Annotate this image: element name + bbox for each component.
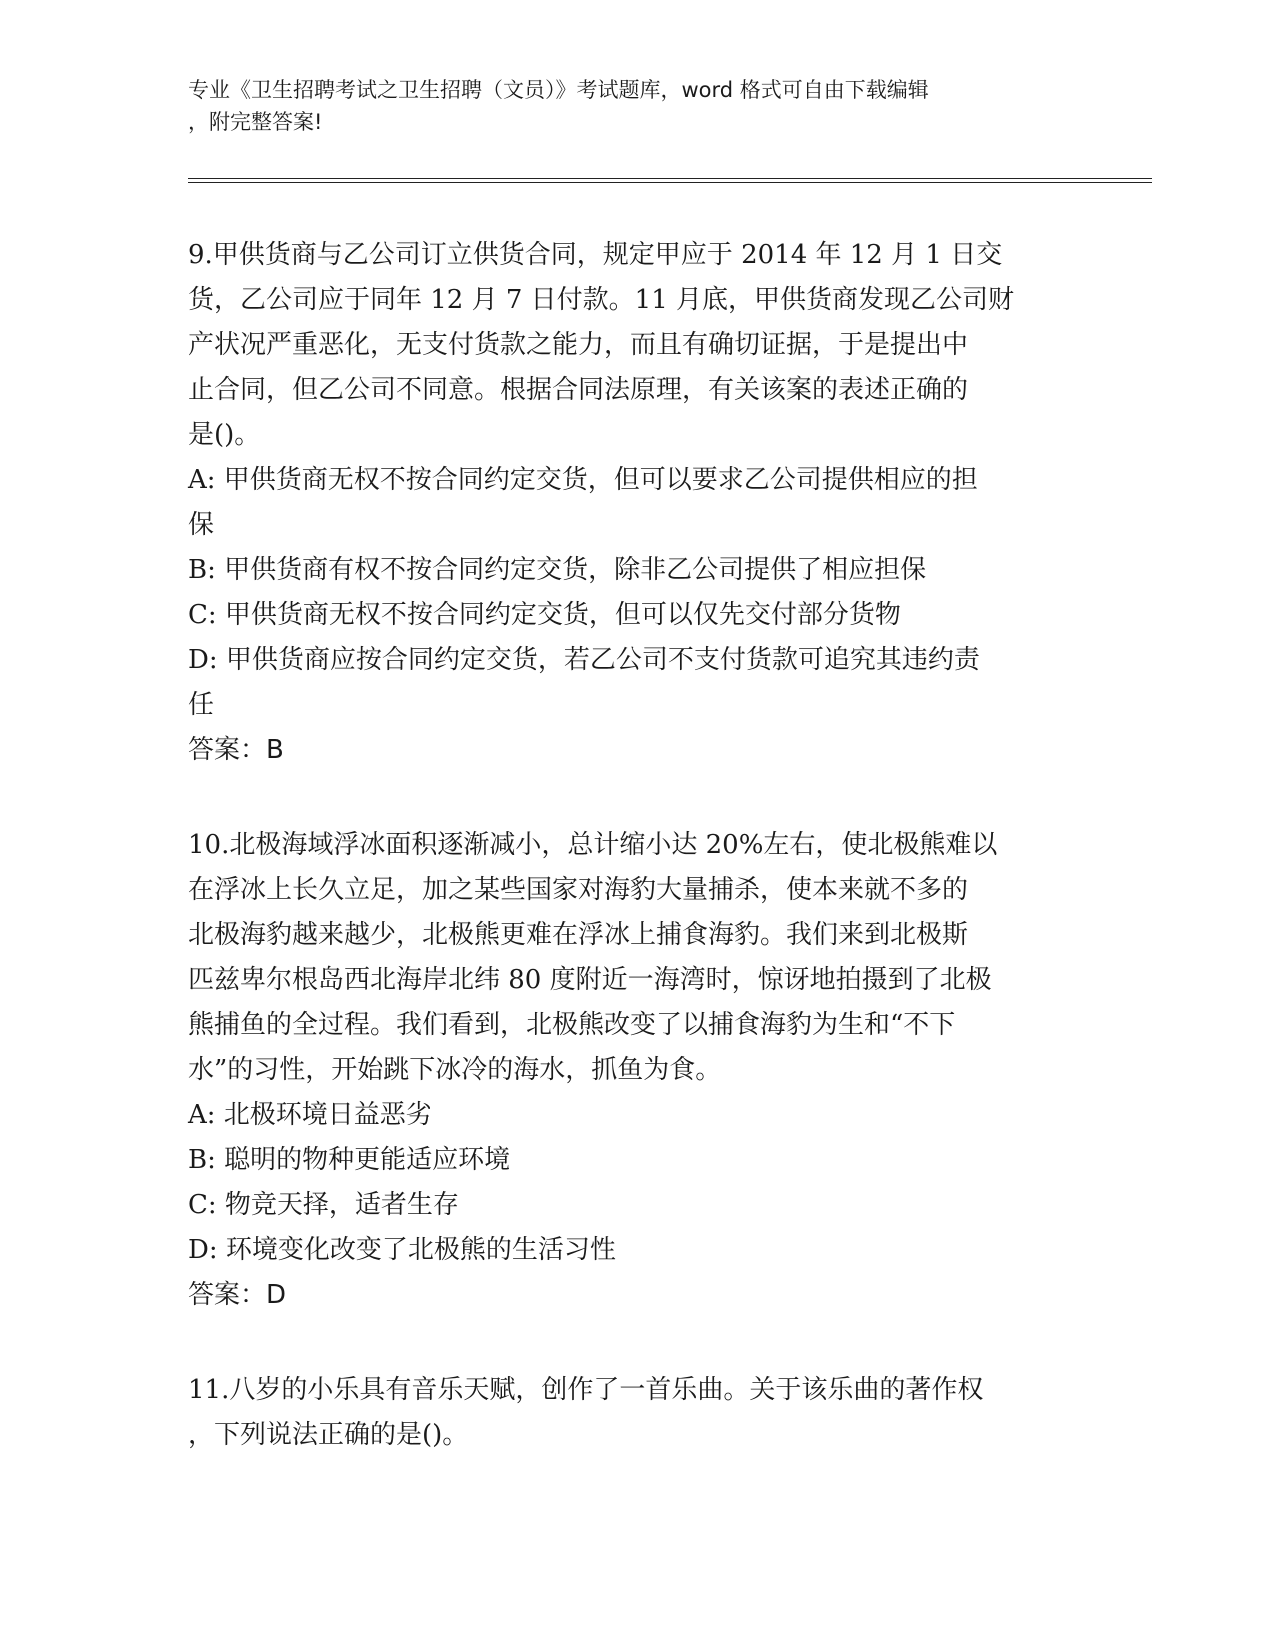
answer-label: 答案：B bbox=[188, 735, 284, 765]
question-stem-line: 北极海豹越来越少，北极熊更难在浮冰上捕食海豹。我们来到北极斯 bbox=[188, 920, 969, 950]
question-11 bbox=[188, 1368, 1088, 1458]
option-a: A: 甲供货商无权不按合同约定交货，但可以要求乙公司提供相应的担 bbox=[188, 465, 978, 495]
question-stem-line: 11.八岁的小乐具有音乐天赋，创作了一首乐曲。关于该乐曲的著作权 bbox=[188, 1375, 984, 1405]
document-header bbox=[188, 74, 1088, 138]
question-stem-line: 匹兹卑尔根岛西北海岸北纬 80 度附近一海湾时，惊讶地拍摄到了北极 bbox=[188, 965, 992, 995]
option-b: B: 甲供货商有权不按合同约定交货，除非乙公司提供了相应担保 bbox=[188, 555, 927, 585]
question-stem-line: 9.甲供货商与乙公司订立供货合同，规定甲应于 2014 年 12 月 1 日交 bbox=[188, 240, 1003, 270]
header-line-1: 专业《卫生招聘考试之卫生招聘（文员）》考试题库，word 格式可自由下载编辑 bbox=[188, 78, 929, 102]
option-d: D: 环境变化改变了北极熊的生活习性 bbox=[188, 1235, 616, 1265]
question-stem-line: 是()。 bbox=[188, 420, 261, 450]
question-stem-line: 货，乙公司应于同年 12 月 7 日付款。11 月底，甲供货商发现乙公司财 bbox=[188, 285, 1015, 315]
question-stem-line: 产状况严重恶化，无支付货款之能力，而且有确切证据，于是提出中 bbox=[188, 330, 969, 360]
answer-label: 答案：D bbox=[188, 1280, 287, 1310]
option-d: D: 甲供货商应按合同约定交货，若乙公司不支付货款可追究其违约责 bbox=[188, 645, 980, 675]
question-stem-line: 水”的习性，开始跳下冰冷的海水，抓鱼为食。 bbox=[188, 1055, 722, 1085]
header-line-2: ，附完整答案! bbox=[188, 110, 323, 134]
option-b: B: 聪明的物种更能适应环境 bbox=[188, 1145, 511, 1175]
header-divider-top bbox=[188, 178, 1152, 179]
option-c: C: 物竞天择，适者生存 bbox=[188, 1190, 459, 1220]
question-10 bbox=[188, 823, 1088, 1318]
question-stem-line: ，下列说法正确的是()。 bbox=[188, 1420, 469, 1450]
option-a-continued: 保 bbox=[188, 510, 215, 540]
option-d-continued: 任 bbox=[188, 690, 215, 720]
question-stem-line: 10.北极海域浮冰面积逐渐减小，总计缩小达 20%左右，使北极熊难以 bbox=[188, 830, 998, 860]
question-stem-line: 熊捕鱼的全过程。我们看到，北极熊改变了以捕食海豹为生和“不下 bbox=[188, 1010, 956, 1040]
question-9 bbox=[188, 233, 1088, 773]
question-stem-line: 止合同，但乙公司不同意。根据合同法原理，有关该案的表述正确的 bbox=[188, 375, 969, 405]
question-stem-line: 在浮冰上长久立足，加之某些国家对海豹大量捕杀，使本来就不多的 bbox=[188, 875, 969, 905]
option-c: C: 甲供货商无权不按合同约定交货，但可以仅先交付部分货物 bbox=[188, 600, 901, 630]
header-divider-bottom bbox=[188, 182, 1152, 183]
option-a: A: 北极环境日益恶劣 bbox=[188, 1100, 432, 1130]
